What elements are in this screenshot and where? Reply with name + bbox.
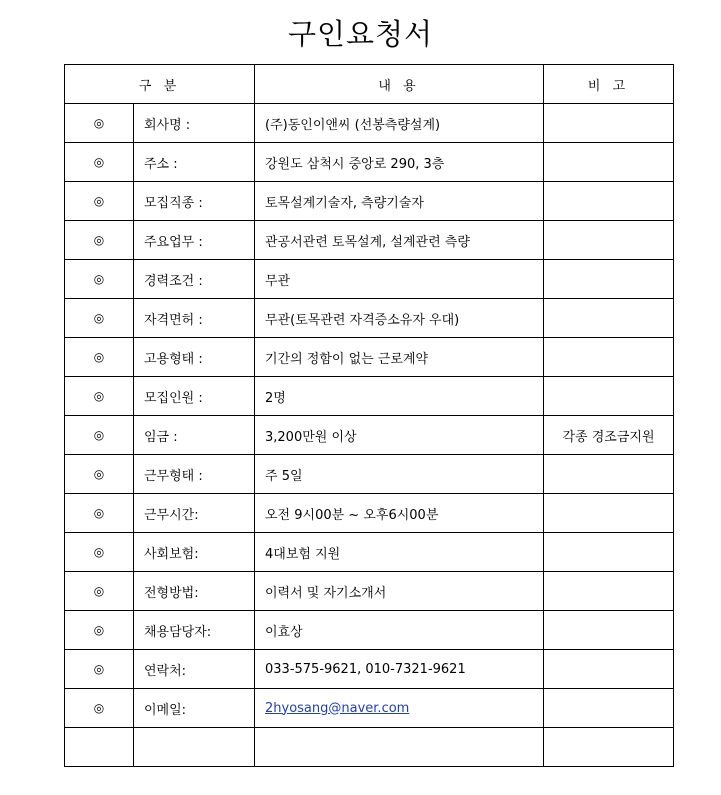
row-label: 전형방법: xyxy=(134,572,255,611)
row-value: (주)동인이앤씨 (선봉측량설계) xyxy=(255,104,544,143)
header-row xyxy=(65,65,674,104)
row-note xyxy=(544,221,674,260)
row-value: 2명 xyxy=(255,377,544,416)
row-value: 4대보험 지원 xyxy=(255,533,544,572)
table-row xyxy=(65,377,674,416)
row-note xyxy=(544,338,674,377)
empty-cell xyxy=(544,728,674,767)
bullet-marker: ◎ xyxy=(65,572,134,611)
bullet-marker: ◎ xyxy=(65,299,134,338)
row-value: 토목설계기술자, 측량기술자 xyxy=(255,182,544,221)
table-row xyxy=(65,182,674,221)
bullet-marker: ◎ xyxy=(65,221,134,260)
row-note xyxy=(544,182,674,221)
empty-row xyxy=(65,728,674,767)
bullet-marker: ◎ xyxy=(65,143,134,182)
row-note xyxy=(544,689,674,728)
row-label: 고용형태 : xyxy=(134,338,255,377)
row-label: 주소 : xyxy=(134,143,255,182)
row-value: 무관 xyxy=(255,260,544,299)
row-label: 채용담당자: xyxy=(134,611,255,650)
row-note xyxy=(544,572,674,611)
header-note: 비 고 xyxy=(544,65,674,104)
table-row xyxy=(65,104,674,143)
table-row xyxy=(65,260,674,299)
bullet-marker: ◎ xyxy=(65,182,134,221)
row-label: 모집인원 : xyxy=(134,377,255,416)
row-label: 회사명 : xyxy=(134,104,255,143)
bullet-marker: ◎ xyxy=(65,455,134,494)
table-row xyxy=(65,689,674,728)
row-note xyxy=(544,455,674,494)
table-row xyxy=(65,650,674,689)
row-note xyxy=(544,494,674,533)
row-value: 3,200만원 이상 xyxy=(255,416,544,455)
row-label: 임금 : xyxy=(134,416,255,455)
row-label: 연락처: xyxy=(134,650,255,689)
row-note xyxy=(544,260,674,299)
table-row xyxy=(65,221,674,260)
row-value: 오전 9시00분 ~ 오후6시00분 xyxy=(255,494,544,533)
header-content: 내 용 xyxy=(255,65,544,104)
table-row xyxy=(65,299,674,338)
row-label: 근무형태 : xyxy=(134,455,255,494)
table-row xyxy=(65,143,674,182)
table-row xyxy=(65,611,674,650)
bullet-marker: ◎ xyxy=(65,260,134,299)
table-row xyxy=(65,533,674,572)
row-value: 이효상 xyxy=(255,611,544,650)
table-row xyxy=(65,416,674,455)
row-value: 무관(토목관련 자격증소유자 우대) xyxy=(255,299,544,338)
empty-cell xyxy=(255,728,544,767)
bullet-marker: ◎ xyxy=(65,689,134,728)
row-note xyxy=(544,377,674,416)
table-row xyxy=(65,455,674,494)
bullet-marker: ◎ xyxy=(65,494,134,533)
bullet-marker: ◎ xyxy=(65,104,134,143)
row-label: 사회보험: xyxy=(134,533,255,572)
table-row xyxy=(65,572,674,611)
row-note: 각종 경조금지원 xyxy=(544,416,674,455)
row-label: 근무시간: xyxy=(134,494,255,533)
row-note xyxy=(544,533,674,572)
row-value xyxy=(255,689,544,728)
empty-cell xyxy=(134,728,255,767)
row-label: 경력조건 : xyxy=(134,260,255,299)
bullet-marker: ◎ xyxy=(65,533,134,572)
job-request-table xyxy=(64,64,674,767)
header-category: 구 분 xyxy=(65,65,255,104)
row-note xyxy=(544,299,674,338)
row-value: 주 5일 xyxy=(255,455,544,494)
bullet-marker: ◎ xyxy=(65,650,134,689)
bullet-marker: ◎ xyxy=(65,377,134,416)
bullet-marker: ◎ xyxy=(65,416,134,455)
row-value: 관공서관련 토목설계, 설계관련 측량 xyxy=(255,221,544,260)
row-value: 이력서 및 자기소개서 xyxy=(255,572,544,611)
bullet-marker: ◎ xyxy=(65,611,134,650)
document-title: 구인요청서 xyxy=(287,17,434,51)
row-label: 이메일: xyxy=(134,689,255,728)
table-row xyxy=(65,494,674,533)
row-value: 기간의 정함이 없는 근로계약 xyxy=(255,338,544,377)
row-value: 강원도 삼척시 중앙로 290, 3층 xyxy=(255,143,544,182)
row-value: 033-575-9621, 010-7321-9621 xyxy=(255,650,544,689)
row-label: 주요업무 : xyxy=(134,221,255,260)
row-note xyxy=(544,104,674,143)
row-label: 모집직종 : xyxy=(134,182,255,221)
bullet-marker: ◎ xyxy=(65,338,134,377)
row-label: 자격면허 : xyxy=(134,299,255,338)
row-note xyxy=(544,143,674,182)
row-note xyxy=(544,611,674,650)
email-link[interactable]: 2hyosang@naver.com xyxy=(265,700,410,716)
row-note xyxy=(544,650,674,689)
empty-cell xyxy=(65,728,134,767)
table-row xyxy=(65,338,674,377)
